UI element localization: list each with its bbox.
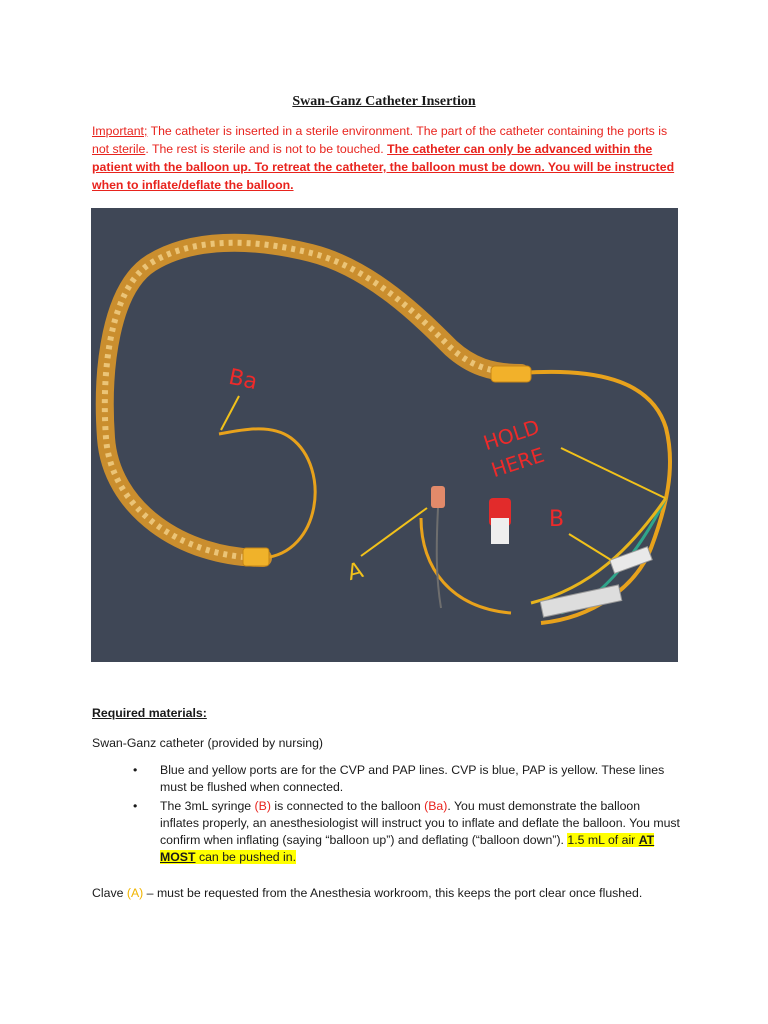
label-a-ref: (A)	[126, 886, 144, 900]
required-materials-heading: Required materials:	[92, 706, 207, 720]
label-b-ref: (B)	[254, 799, 271, 813]
catheter-photo	[91, 208, 678, 662]
bullet-icon: •	[133, 799, 138, 813]
clave-port	[431, 486, 445, 508]
warning-text-2: . The rest is sterile and is not to be touched.	[145, 142, 388, 156]
highlight-text: can be pushed in.	[195, 850, 297, 864]
label-ba-ref: (Ba)	[424, 799, 448, 813]
warning-emphasis: The catheter can only be advanced within the patient with the balloon up. To retreat the catheter, the balloon must be down. You will be instructed when to inflate/deflate the balloon.	[92, 142, 675, 192]
list-item	[133, 762, 680, 796]
clave-line	[92, 886, 642, 900]
bullet-text: Blue and yellow ports are for the CVP and PAP lines. CVP is blue, PAP is yellow. These lines must be flushed when connected.	[160, 763, 665, 794]
clave-text: Clave	[92, 886, 127, 900]
label-a: A	[345, 557, 367, 587]
bullet-icon: •	[133, 763, 138, 777]
highlight-at-most: AT MOST	[160, 833, 655, 864]
warning-text-1: The catheter is inserted in a sterile environment. The part of the catheter containing the ports is	[147, 124, 668, 138]
red-connector-cap	[491, 518, 509, 544]
warning-lead: Important;	[92, 124, 148, 138]
label-b: B	[549, 507, 565, 532]
bullet-text: is connected to the balloon	[270, 799, 425, 813]
list-item	[133, 798, 680, 866]
materials-list	[133, 762, 680, 868]
label-here: HERE	[488, 442, 548, 483]
page-title: Swan-Ganz Catheter Insertion	[292, 94, 476, 109]
bullet-text: The 3mL syringe	[160, 799, 255, 813]
hub	[491, 366, 531, 382]
label-hold: HOLD	[480, 414, 543, 456]
warning-not-sterile: not sterile	[92, 142, 146, 156]
highlight-text: 1.5 mL of air	[567, 833, 639, 847]
catheter-line: Swan-Ganz catheter (provided by nursing)	[92, 736, 324, 750]
warning-paragraph	[92, 122, 682, 194]
bullet-text: . You must demonstrate the balloon inflates properly, an anesthesiologist will instruct you to inflate and deflate the balloon. You must confirm when inflating (saying “balloon up”) and deflating (“balloon down”).	[160, 799, 680, 847]
catheter-connector	[243, 548, 269, 566]
label-ba: Ba	[226, 364, 260, 396]
clave-text: – must be requested from the Anesthesia workroom, this keeps the port clear once flushed.	[143, 886, 643, 900]
